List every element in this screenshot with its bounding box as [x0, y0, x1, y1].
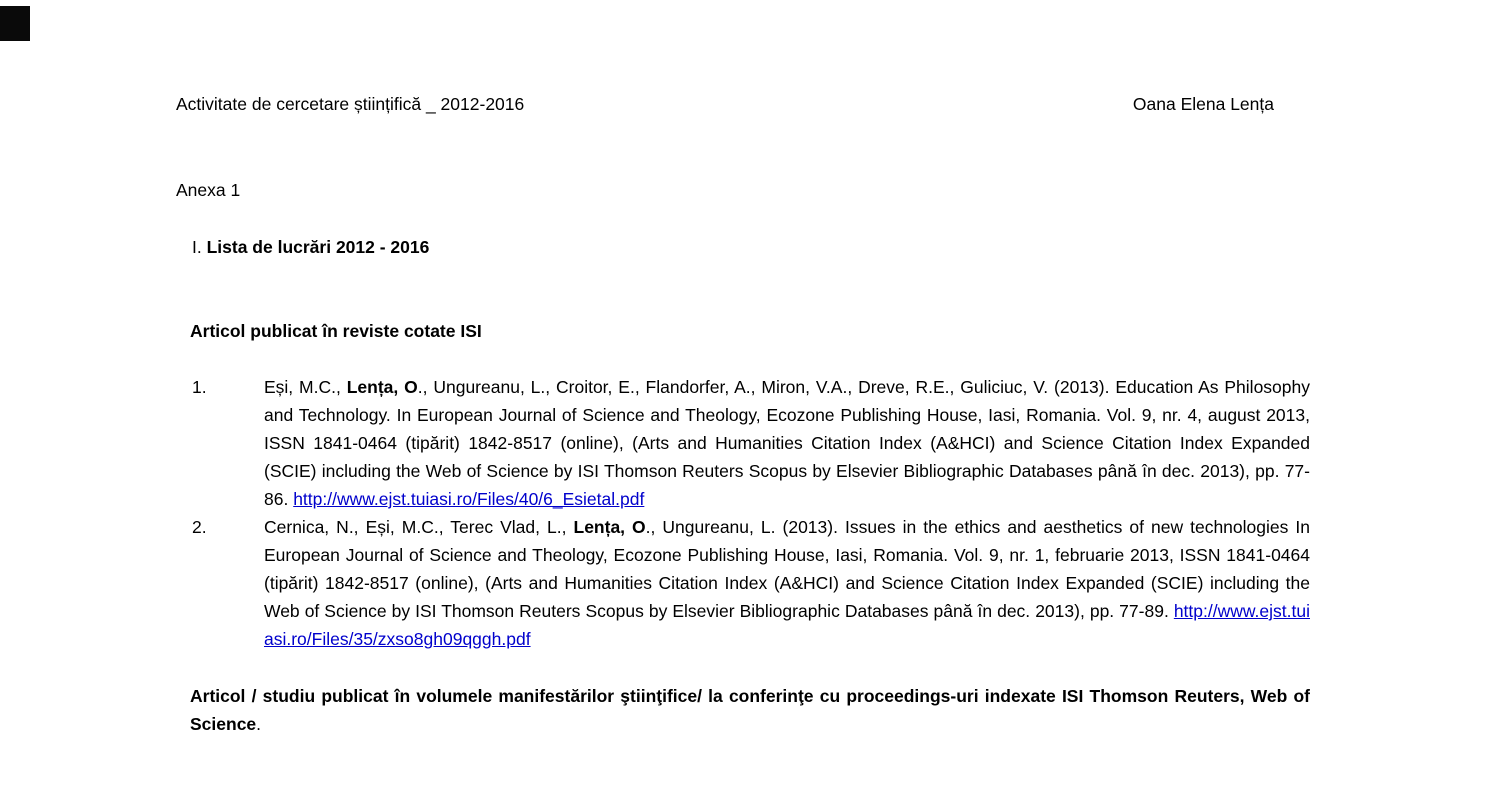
- reference-details: ., Ungureanu, L., Croitor, E., Flandorfer, A., Miron, V.A., Dreve, R.E., Guliciuc, V. (2013). Education As Philosophy and Technology. In European Journal of Science and Theology, Ecozone Publishing House, Iasi, Romania. Vol. 9, nr. 4, august 2013, ISSN 1841-0464 (tipărit) 1842-8517 (online), (Arts and Humanities Citation Index (A&HCI) and Science Citation Index Expanded (SCIE) including the Web of Science by ISI Thomson Reuters Scopus by Elsevier Bibliographic Databases până în dec. 2013), pp. 77-86.: [264, 377, 1310, 509]
- reference-details: ., Ungureanu, L. (2013). Issues in the ethics and aesthetics of new technologies In European Journal of Science and Theology, Ecozone Publishing House, Iasi, Romania. Vol. 9, nr. 1, februarie 2013, ISSN 1841-0464 (tipărit) 1842-8517 (online), (Arts and Humanities Citation Index (A&HCI) and Science Citation Index Expanded (SCIE) including the Web of Science by ISI Thomson Reuters Scopus by Elsevier Bibliographic Databases până în dec. 2013), pp. 77-89.: [264, 517, 1310, 621]
- page-content: [176, 90, 1310, 738]
- reference-author-highlight: Lența, O: [573, 517, 646, 537]
- section2-heading-tail: .: [256, 714, 262, 734]
- page-header: [176, 90, 1310, 118]
- section2-heading: [190, 682, 1310, 738]
- section1-heading: Articol publicat în reviste cotate ISI: [190, 321, 482, 341]
- header-title: Activitate de cercetare științifică _ 2012-2016: [176, 94, 525, 114]
- list-title-bold: Lista de lucrări 2012 - 2016: [206, 237, 430, 257]
- reference-text: [264, 517, 1310, 649]
- reference-number: 2.: [192, 517, 207, 537]
- header-author: Oana Elena Lența: [1132, 94, 1274, 114]
- corner-artifact: [0, 6, 30, 41]
- reference-text: [264, 377, 1310, 509]
- section2-heading-bold: Articol / studiu publicat în volumele manifestărilor ştiinţifice/ la conferinţe cu proceedings-uri indexate ISI Thomson Reuters, Web of Science: [190, 686, 1310, 734]
- list-title-prefix: I.: [192, 237, 207, 257]
- reference-link[interactable]: http://www.ejst.tuiasi.ro/Files/40/6_Esietal.pdf: [293, 489, 645, 509]
- reference-list: [176, 373, 1310, 653]
- reference-authors-pre: Eși, M.C.,: [264, 377, 347, 397]
- reference-item-1: [176, 373, 1310, 513]
- reference-item-2: [176, 513, 1310, 653]
- reference-number: 1.: [192, 377, 207, 397]
- reference-author-highlight: Lența, O: [346, 377, 418, 397]
- reference-link[interactable]: http://www.ejst.tuiasi.ro/Files/35/zxso8gh09qggh.pdf: [264, 601, 1310, 649]
- list-title: [192, 233, 1310, 261]
- anexa-label: Anexa 1: [176, 180, 241, 200]
- reference-authors-pre: Cernica, N., Eși, M.C., Terec Vlad, L.,: [264, 517, 574, 537]
